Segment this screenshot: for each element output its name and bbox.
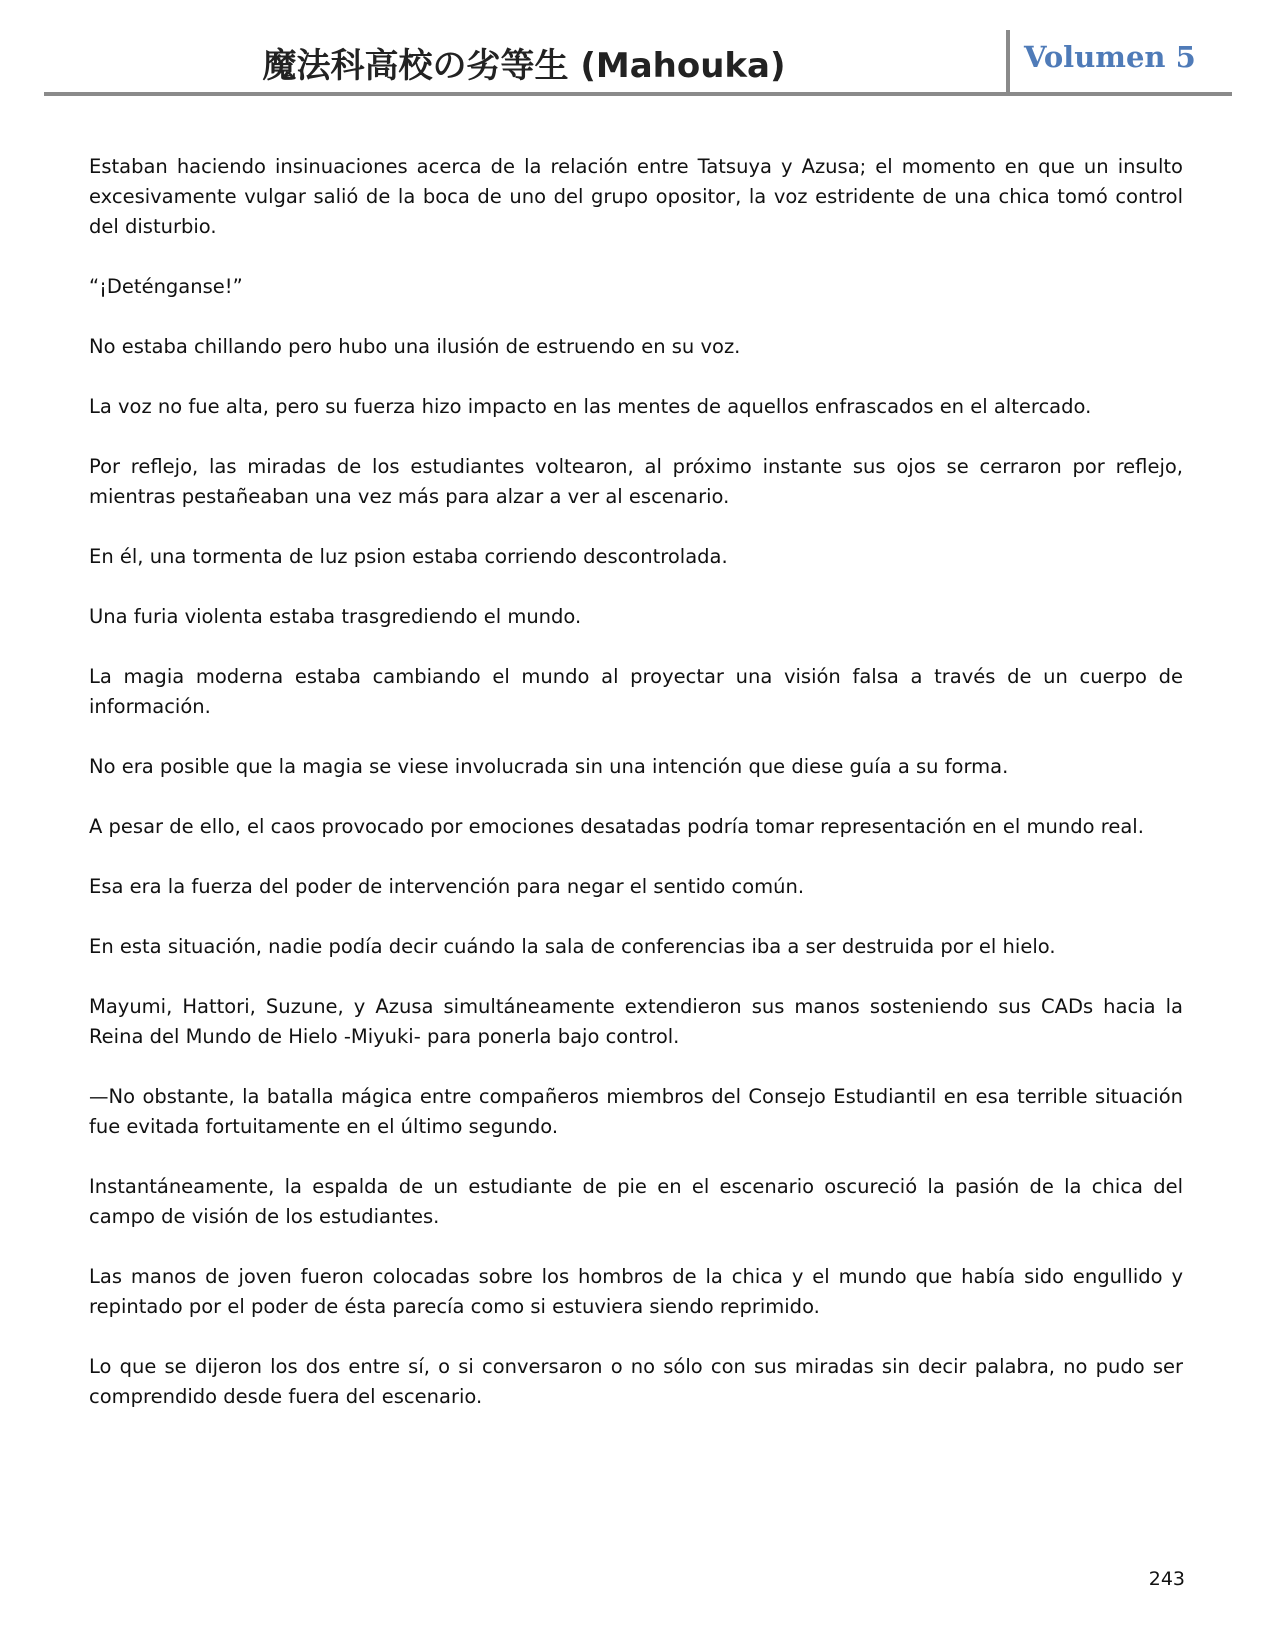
paragraph: Estaban haciendo insinuaciones acerca de la relación entre Tatsuya y Azusa; el momento en que un insulto excesivamente vulgar salió de la boca de uno del grupo opositor, la voz estridente de una chica tomó control del disturbio.: [89, 155, 1183, 238]
paragraph: —No obstante, la batalla mágica entre compañeros miembros del Consejo Estudiantil en esa terrible situación fue evitada fortuitamente en el último segundo.: [89, 1085, 1183, 1138]
page-header: [44, 28, 1232, 96]
paragraph: Instantáneamente, la espalda de un estudiante de pie en el escenario oscureció la pasión de la chica del campo de visión de los estudiantes.: [89, 1175, 1183, 1228]
paragraph: Esa era la fuerza del poder de intervención para negar el sentido común.: [89, 875, 805, 898]
paragraph: La voz no fue alta, pero su fuerza hizo impacto en las mentes de aquellos enfrascados en el altercado.: [89, 395, 1092, 418]
paragraph: Por reflejo, las miradas de los estudiantes voltearon, al próximo instante sus ojos se cerraron por reflejo, mientras pestañeaban una vez más para alzar a ver al escenario.: [89, 455, 1183, 508]
paragraph: Mayumi, Hattori, Suzune, y Azusa simultáneamente extendieron sus manos sosteniendo sus CADs hacia la Reina del Mundo de Hielo -Miyuki- para ponerla bajo control.: [89, 995, 1183, 1048]
paragraph: Lo que se dijeron los dos entre sí, o si conversaron o no sólo con sus miradas sin decir palabra, no pudo ser comprendido desde fuera del escenario.: [89, 1355, 1183, 1408]
page-number: 243: [1148, 1568, 1185, 1590]
paragraph: “¡Deténganse!”: [89, 275, 243, 298]
paragraph: Una furia violenta estaba trasgrediendo el mundo.: [89, 605, 582, 628]
header-rule: [44, 92, 1232, 96]
paragraph: La magia moderna estaba cambiando el mundo al proyectar una visión falsa a través de un cuerpo de información.: [89, 665, 1183, 718]
paragraph: En esta situación, nadie podía decir cuándo la sala de conferencias iba a ser destruida por el hielo.: [89, 935, 1056, 958]
book-title: 魔法科高校の劣等生 (Mahouka): [262, 46, 786, 86]
page-body: [89, 152, 1183, 1442]
paragraph: En él, una tormenta de luz psion estaba corriendo descontrolada.: [89, 545, 728, 568]
header-divider: [1006, 30, 1010, 94]
volume-label: Volumen 5: [1024, 40, 1196, 74]
paragraph: Las manos de joven fueron colocadas sobre los hombros de la chica y el mundo que había sido engullido y repintado por el poder de ésta parecía como si estuviera siendo reprimido.: [89, 1265, 1183, 1318]
paragraph: A pesar de ello, el caos provocado por emociones desatadas podría tomar representación en el mundo real.: [89, 815, 1144, 838]
paragraph: No era posible que la magia se viese involucrada sin una intención que diese guía a su forma.: [89, 755, 1009, 778]
paragraph: No estaba chillando pero hubo una ilusión de estruendo en su voz.: [89, 335, 741, 358]
